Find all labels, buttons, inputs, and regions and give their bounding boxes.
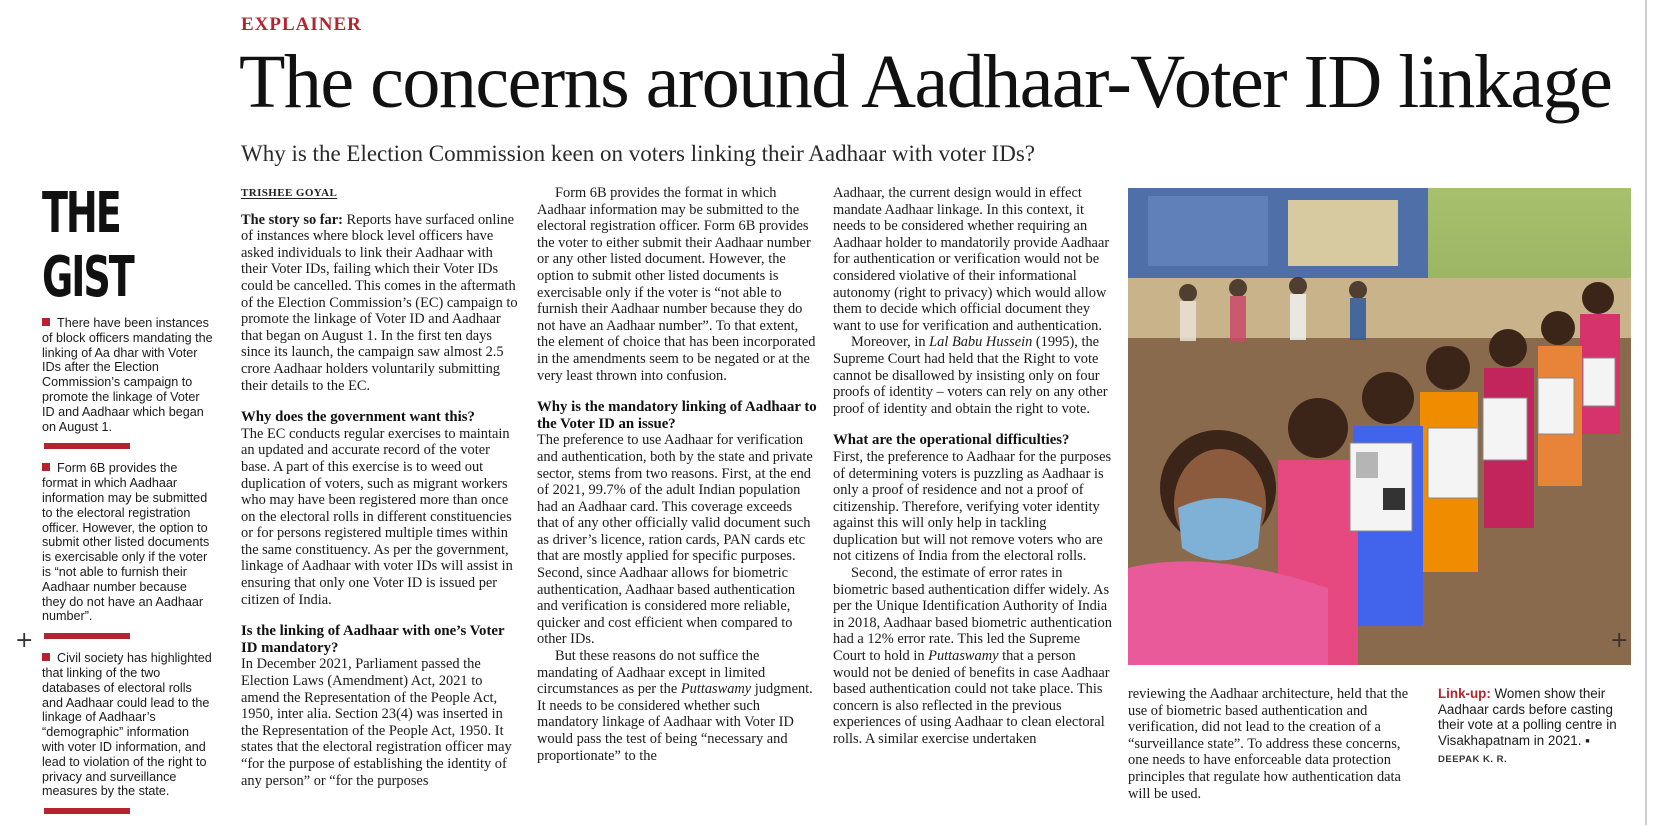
bullet-square-icon — [42, 318, 50, 326]
body-paragraph: The preference to use Aadhaar for verification and authentication, both by the state and private sector, stems from two reasons. First, at the end of 2021, 99.7% of the adult Indian population had an Aadhaar card. This coverage exceeds that of any other officially valid document such as driver’s licence, ration cards, PAN cards etc that are mostly applied for specific purposes. Second, since Aadhaar allows for biometric authentication, Aadhaar based authentication and verification is considered more reliable, quicker and cost efficient when compared to other IDs. — [537, 432, 813, 648]
photo-caption — [1438, 686, 1636, 768]
question-heading: Why is the mandatory linking of Aadhaar to the Voter ID an issue? — [537, 399, 817, 432]
lead-paragraph: The story so far: Reports have surfaced online of instances where block level officers have asked individuals to link their Aadhaar with their Voter IDs, failing which their Voter IDs could be cancelled. This comes in the aftermath of the Election Commission’s (EC) campaign to promote the linkage of Voter ID and Aadhaar that began on August 1. In the first ten days since its launch, the campaign saw almost 2.5 crore Aadhaar holders voluntarily submitting their details to the EC. — [241, 211, 518, 394]
byline: TRISHEE GOYAL — [241, 187, 338, 199]
article-column-1 — [241, 185, 518, 789]
article-column-3 — [833, 185, 1113, 748]
question-heading: Is the linking of Aadhaar with one’s Voter ID mandatory? — [241, 623, 505, 656]
body-paragraph: In December 2021, Parliament passed the Election Laws (Amendment) Act, 2021 to amend the Representation of the People Act, 1950, inter alia. Section 23(4) was inserted in the Representation of the People Act, 1950. It states that the electoral registration officer may “for the purpose of establishing the identity of any person” or “for the purposes — [241, 656, 512, 789]
caption-end-mark: ▪ — [1585, 732, 1590, 748]
gist-divider — [44, 633, 130, 639]
bullet-square-icon — [42, 463, 50, 471]
gist-divider — [44, 443, 130, 449]
crop-mark-icon: + — [1610, 628, 1629, 653]
body-paragraph: First, the preference to Aadhaar for the purposes of determining voters is puzzling as Aadhaar is only a proof of residence and not a proof of citizenship. Therefore, verifying voter identity against this will only help in tackling duplication but will not remove voters who are not citizens of India from the electoral rolls. — [833, 448, 1112, 565]
section-kicker: EXPLAINER — [241, 14, 362, 35]
question-heading: What are the operational difficulties? — [833, 432, 1070, 449]
headline: The concerns around Aadhaar-Voter ID linkage — [239, 40, 1612, 124]
body-paragraph: But these reasons do not suffice the mandating of Aadhaar except in limited circumstances as per the Puttaswamy judgment. It needs to be considered whether such mandatory linkage of Aadhaar with Voter ID would pass the test of being “necessary and proportionate” to the — [537, 648, 813, 764]
crop-mark-icon: + — [15, 628, 34, 653]
photo-illustration — [1128, 188, 1631, 665]
subheadline: Why is the Election Commission keen on voters linking their Aadhaar with voter IDs? — [241, 141, 1035, 166]
photo-credit: DEEPAK K. R. — [1438, 754, 1508, 766]
question-heading: Why does the government want this? — [241, 409, 475, 426]
gist-item: Civil society has highlighted that linking of the two databases of electoral rolls and Aadhaar could lead to the linkage of Aadhaar’s “demographic” information with voter ID information, and lead to violation of the right to privacy and surveillance measures by the state. — [42, 651, 212, 799]
page-edge — [1645, 0, 1647, 825]
body-paragraph: Form 6B provides the format in which Aadhaar information may be submitted to the electoral registration officer. Form 6B provides the voter to either submit their Aadhaar number or any other listed document. However, the option to submit other listed documents is exercisable only if the voter is “not able to furnish their Aadhaar number because they do not have an Aadhaar number”. To that extent, the element of choice that has been incorporated in the amendments seem to be negated or at the very least thrown into confusion. — [537, 185, 816, 384]
gist-item: There have been instances of block officers mandating the linking of Aa dhar with Voter IDs after the Election Commission’s campaign to promote the linkage of Voter ID and Aadhaar which began on August 1. — [42, 316, 213, 434]
body-paragraph: Moreover, in Lal Babu Hussein (1995), the Supreme Court had held that the Right to vote cannot be disallowed by insisting only on four proofs of identity – voters can rely on any other proof of identity and obtain the right to vote. — [833, 334, 1108, 417]
body-paragraph: The EC conducts regular exercises to maintain an updated and accurate record of the voter base. A part of this exercise is to weed out duplication of voters, such as migrant workers who may have been registered more than once on the electoral rolls in different constituencies or for persons registered multiple times within the same constituency. As per the government, linkage of Aadhaar with voter IDs will assist in ensuring that only one Voter ID is issued per citizen of India. — [241, 425, 513, 608]
article-column-4 — [1128, 686, 1418, 802]
article-column-2 — [537, 185, 817, 764]
body-paragraph: Second, the estimate of error rates in biometric based authentication differ widely. As per the Unique Identification Authority of India in 2018, Aadhaar based biometric authentication had a 12% error rate. This led the Supreme Court to hold in Puttaswamy that a person would not be denied of benefits in case Aadhaar based authentication could not take place. This concern is also reflected in the previous experiences of using Aadhaar to clean electoral rolls. A similar exercise undertaken — [833, 565, 1112, 747]
news-photo — [1128, 188, 1631, 665]
gist-item: Form 6B provides the format in which Aadhaar information may be submitted to the electoral registration officer. However, the option to submit other listed documents is exercisable only if the voter is “not able to furnish their Aadhaar number because they do not have an Aadhaar number”. — [42, 461, 210, 624]
caption-lead: Link-up: — [1438, 686, 1491, 701]
gist-title: THE GIST — [42, 181, 133, 310]
caption-text: Women show their Aadhaar cards before casting their vote at a polling centre in Visakhapatnam in 2021. — [1438, 686, 1617, 748]
gist-sidebar — [42, 182, 214, 826]
body-paragraph: Aadhaar, the current design would in effect mandate Aadhaar linkage. In this context, it needs to be considered whether requiring an Aadhaar holder to mandatorily provide Aadhaar for authentication or verification would not be considered violative of their informational autonomy (right to privacy) which would allow them to decide which official document they want to use for verification and authentication. — [833, 185, 1110, 334]
body-paragraph: reviewing the Aadhaar architecture, held that the use of biometric based authentication and verification, did not lead to the creation of a “surveillance state”. To address these concerns, one needs to have enforceable data protection principles that regulate how authentication data will be used. — [1128, 686, 1409, 802]
bullet-square-icon — [42, 653, 50, 661]
gist-divider — [44, 808, 130, 814]
